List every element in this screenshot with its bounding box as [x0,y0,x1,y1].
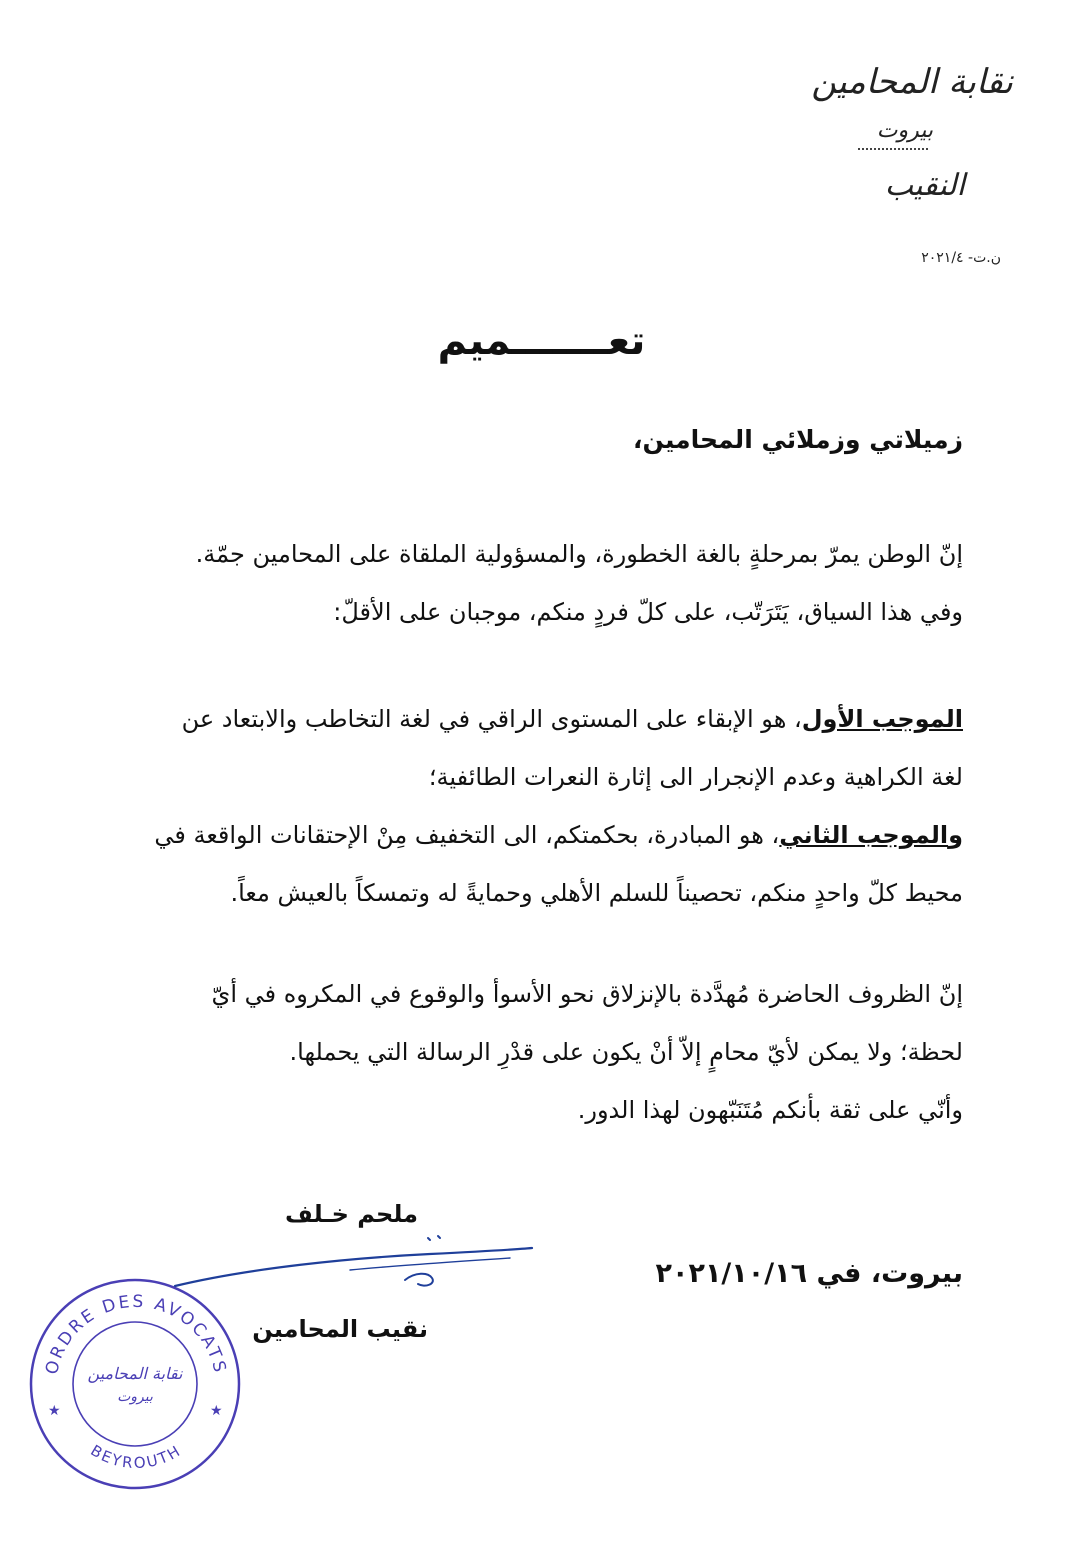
obligation-first-label: الموجب الأول [801,705,963,733]
obligation-second-prefix: و [948,821,963,849]
obligation-first-text: ، هو الإبقاء على المستوى الراقي في لغة التخاطب والابتعاد عن [181,705,802,733]
paragraph-intro [113,525,963,641]
letterhead-divider [858,148,928,150]
obligation-second-label: الموجب الثاني [779,821,949,849]
paragraph-obligations [113,690,963,922]
stamp-center-city: بيروت [117,1389,153,1405]
paragraph-line: وأنّي على ثقة بأنكم مُتَنَبّهون لهذا الدور. [577,1096,963,1124]
salutation: زميلاتي وزملائي المحامين، [632,425,963,454]
signatory-title: نقيب المحامين [252,1315,428,1343]
paragraph-line: وفي هذا السياق، يَتَرَتّب، على كلّ فردٍ منكم، موجبان على الأقلّ: [333,598,963,626]
paragraph-closing [113,965,963,1139]
paragraph-line: إنّ الوطن يمرّ بمرحلةٍ بالغة الخطورة، والمسؤولية الملقاة على المحامين جمّة. [195,540,963,568]
document-heading: تعـــــــميم [437,318,646,364]
stamp-top-text: ORDRE DES AVOCATS [41,1291,231,1377]
stamp-star-icon: ★ [48,1403,61,1419]
date-line: بيروت، في ٢٠٢١/١٠/١٦ [655,1258,963,1289]
letterhead-city: بيروت [876,118,933,143]
obligation-second-line [113,806,963,864]
letterhead-organization: نقابة المحامين [811,62,1013,102]
stamp-center-organization: نقابة المحامين [87,1364,183,1383]
reference-number: ن.ت- ٢٠٢١/٤ [921,250,1001,266]
paragraph-line: لحظة؛ ولا يمكن لأيّ محامٍ إلاّ أنْ يكون على قدْرِ الرسالة التي يحملها. [289,1038,963,1066]
official-stamp [26,1275,244,1493]
signatory-name: ملحم خـلف [284,1200,418,1228]
stamp-bottom-text: BEYROUTH [87,1441,185,1473]
paragraph-line: لغة الكراهية وعدم الإنجرار الى إثارة النعرات الطائفية؛ [428,763,963,791]
paragraph-line: محيط كلّ واحدٍ منكم، تحصيناً للسلم الأهلي وحمايةً له وتمسكاً بالعيش معاً. [230,879,963,907]
obligation-first-line [113,690,963,748]
stamp-star-icon: ★ [210,1403,223,1419]
letterhead-office: النقيب [884,168,965,203]
paragraph-line: إنّ الظروف الحاضرة مُهدَّدة بالإنزلاق نحو الأسوأ والوقوع في المكروه في أيّ [211,980,963,1008]
obligation-second-text: ، هو المبادرة، بحكمتكم، الى التخفيف مِنْ الإحتقانات الواقعة في [154,821,780,849]
